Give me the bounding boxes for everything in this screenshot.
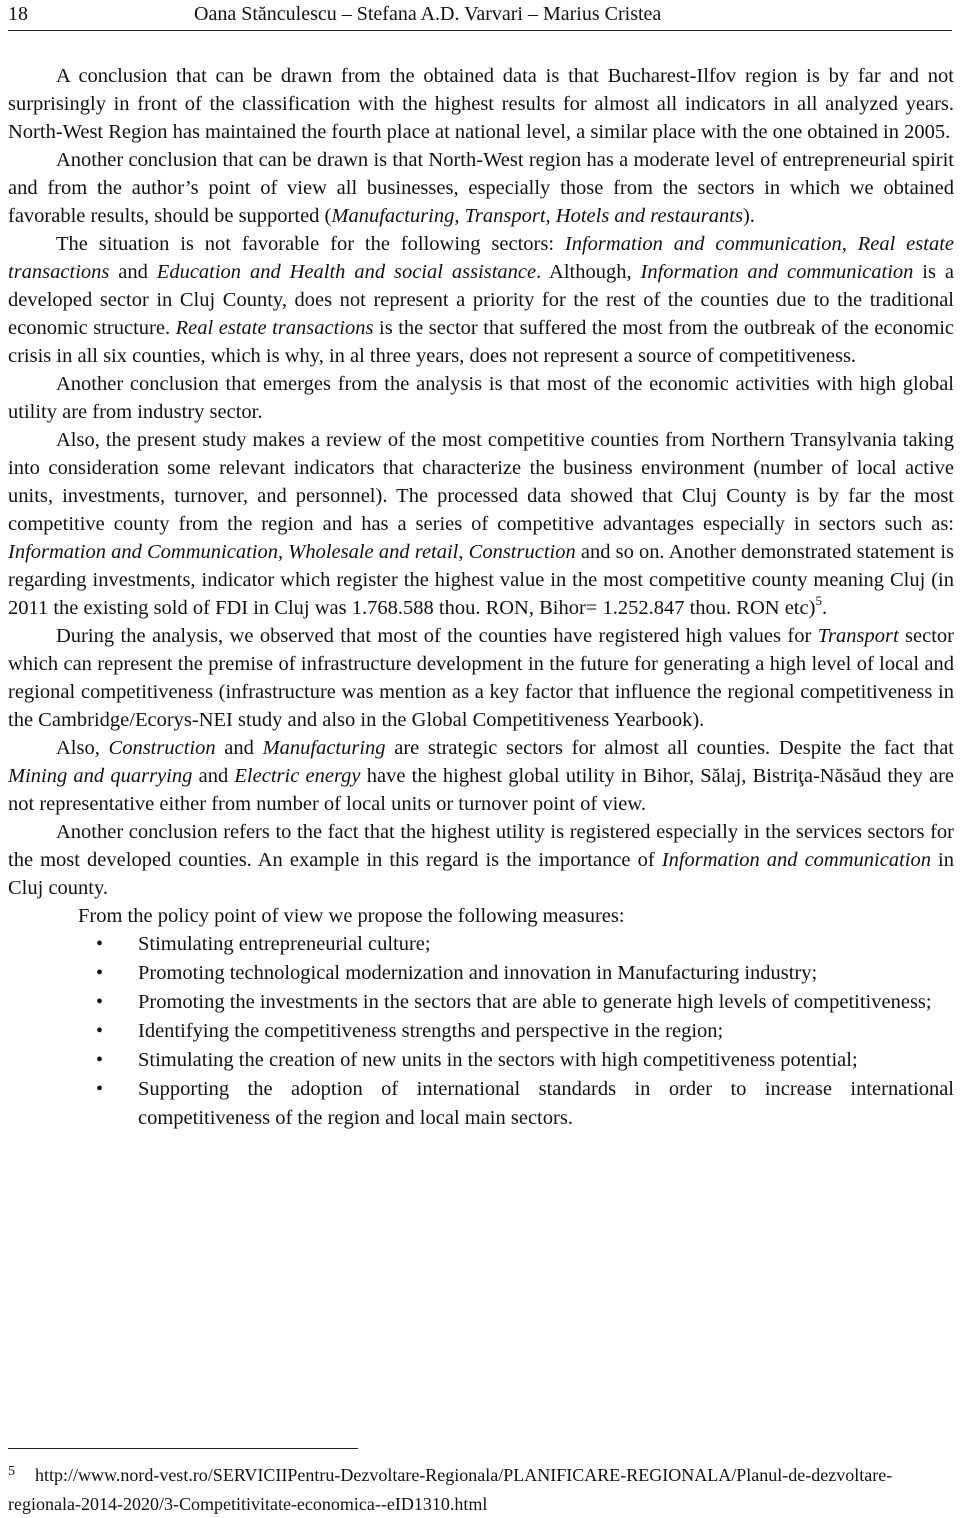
paragraph-2 xyxy=(8,146,954,230)
list-item: • Identifying the competitiveness strengths and perspective in the region; xyxy=(138,1017,954,1046)
measures-list xyxy=(8,930,954,1133)
text-run: are strategic sectors for almost all counties. Despite the fact that xyxy=(385,737,954,759)
footnote-divider xyxy=(8,1448,358,1449)
paragraph-5 xyxy=(8,426,954,622)
text-run: Another conclusion that can be drawn is that North-West region has a moderate level of entrepreneurial spirit and from the author’s point of view all businesses, especially those from the sectors in which we obtained favorable results, should be supported ( xyxy=(8,149,954,227)
text-run: have the highest global utility in Bihor, Sălaj, Bistriţa-Năsăud they are not representative either from number of local units or turnover point of view. xyxy=(8,765,954,815)
paragraph-3 xyxy=(8,230,954,370)
list-item: • Promoting the investments in the sectors that are able to generate high levels of competitiveness; xyxy=(138,988,954,1017)
list-item: • Stimulating the creation of new units in the sectors with high competitiveness potential; xyxy=(138,1046,954,1075)
text-run: , xyxy=(454,205,465,227)
text-run: and xyxy=(192,765,235,787)
text-run: in Cluj county. xyxy=(8,849,954,899)
italic-term: Mining and quarrying xyxy=(8,765,193,787)
paragraph-7 xyxy=(8,734,954,818)
body-text xyxy=(8,62,954,1133)
running-header xyxy=(8,0,952,31)
text-run: is a developed sector in Cluj County, does not represent a priority for the rest of the counties due to the traditional economic structure. xyxy=(8,261,954,339)
italic-term: Construction xyxy=(468,541,576,563)
text-run: and xyxy=(109,261,157,283)
text-run: Another conclusion refers to the fact that the highest utility is registered especially in the services sectors for the most developed counties. An example in this regard is the importance of xyxy=(8,821,954,871)
text-run: During the analysis, we observed that most of the counties have registered high values for xyxy=(56,625,818,647)
page-number: 18 xyxy=(8,3,28,25)
italic-term: Construction xyxy=(108,737,216,759)
running-authors: Oana Stănculescu – Stefana A.D. Varvari – Marius Cristea xyxy=(194,3,662,25)
italic-term: Electric energy xyxy=(234,765,361,787)
italic-term: Real estate transactions xyxy=(175,317,374,339)
text-run: and so on. Another demonstrated statement is regarding investments, indicator which register the highest value in the most competitive county meaning Cluj (in 2011 the existing sold of FDI in Cluj was 1.768.588 thou. RON, Bihor= 1.252.847 thou. RON etc) xyxy=(8,541,954,619)
list-item: • Promoting technological modernization and innovation in Manufacturing industry; xyxy=(138,959,954,988)
paragraph-4: Another conclusion that emerges from the analysis is that most of the economic activities with high global utility are from industry sector. xyxy=(8,373,954,423)
paragraph-6 xyxy=(8,622,954,734)
text-run: The situation is not favorable for the following sectors: xyxy=(56,233,565,255)
list-item: • Stimulating entrepreneurial culture; xyxy=(138,930,954,959)
text-run: is the sector that suffered the most from the outbreak of the economic crisis in all six counties, which is why, in al three years, does not represent a source of competitiveness. xyxy=(8,317,954,367)
italic-term: Hotels and restaurants xyxy=(555,205,743,227)
text-run: , xyxy=(545,205,556,227)
text-run: , xyxy=(458,541,469,563)
paragraph-9: From the policy point of view we propose the following measures: xyxy=(78,905,625,927)
footnote-url[interactable]: http://www.nord-vest.ro/SERVICIIPentru-Dezvoltare-Regionala/PLANIFICARE-REGIONALA/Planul-de-dezvoltare-regionala-2014-2020/3-Competitivitate-economica--eID1310.html xyxy=(8,1465,893,1514)
italic-term: Manufacturing xyxy=(262,737,386,759)
text-run: ). xyxy=(742,205,755,227)
italic-term: Information and communication xyxy=(661,849,931,871)
italic-term: Information and communication, Real estate transactions xyxy=(8,233,954,283)
text-run: Also, xyxy=(56,737,109,759)
text-run: , xyxy=(277,541,289,563)
italic-term: Manufacturing xyxy=(331,205,455,227)
text-run: sector which can represent the premise of infrastructure development in the future for generating a high level of local and regional competitiveness (infrastructure was mention as a key factor that influence the regional competitiveness in the Cambridge/Ecorys-NEI study and also in the Global Competitiveness Yearbook). xyxy=(8,625,955,731)
italic-term: Information and Communication xyxy=(8,541,278,563)
italic-term: Transport xyxy=(817,625,899,647)
list-item: • Supporting the adoption of international standards in order to increase international competitiveness of the region and local main sectors. xyxy=(138,1075,954,1133)
italic-term: Information and communication xyxy=(640,261,914,283)
text-run: Also, the present study makes a review of the most competitive counties from Northern Transylvania taking into consideration some relevant indicators that characterize the business environment (number of local active units, investments, turnover, and personnel). The processed data showed that Cluj County is by far the most competitive county from the region and has a series of competitive advantages especially in sectors such as: xyxy=(8,429,954,535)
paragraph-8 xyxy=(8,818,954,902)
footnote-ref[interactable]: 5 xyxy=(815,593,822,608)
text-run: . xyxy=(821,597,828,619)
paragraph-1: A conclusion that can be drawn from the obtained data is that Bucharest-Ilfov region is by far and not surprisingly in front of the classification with the highest results for almost all indicators in all analyzed years. North-West Region has maintained the fourth place at national level, a similar place with the one obtained in 2005. xyxy=(8,65,954,143)
italic-term: Transport xyxy=(464,205,546,227)
italic-term: Education and Health and social assistance xyxy=(156,261,537,283)
footnote xyxy=(8,1462,954,1518)
italic-term: Wholesale and retail xyxy=(288,541,459,563)
footnote-number: 5 xyxy=(8,1464,15,1479)
text-run: and xyxy=(215,737,263,759)
text-run: . Although, xyxy=(536,261,641,283)
